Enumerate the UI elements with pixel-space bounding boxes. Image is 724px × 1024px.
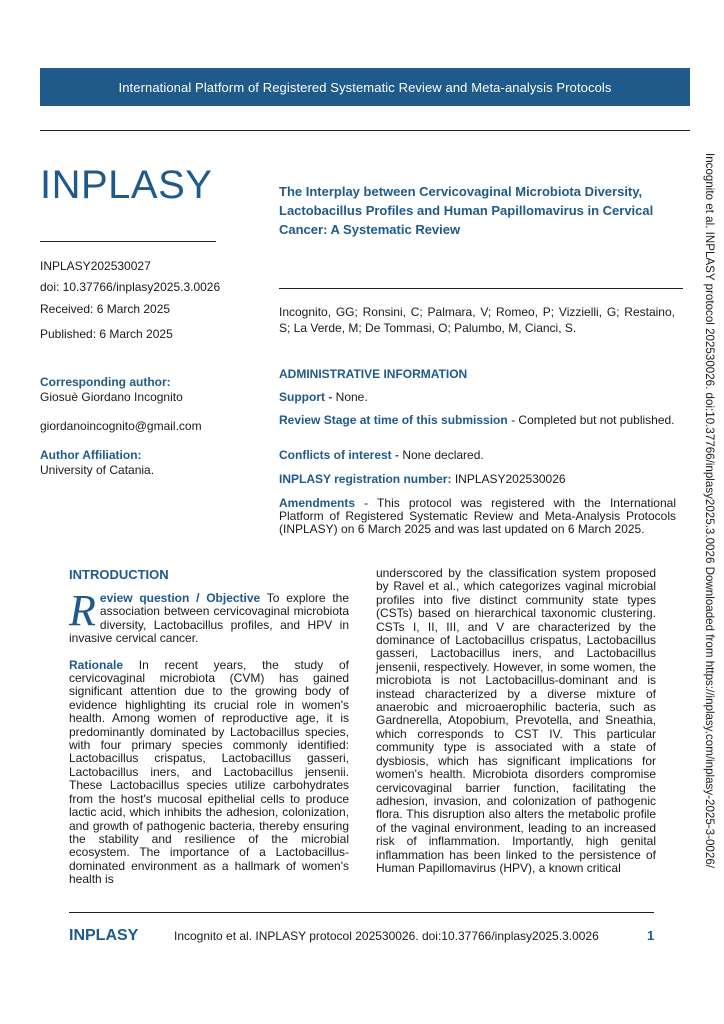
drop-cap: R: [69, 586, 96, 635]
journal-banner: International Platform of Registered Systematic Review and Meta-analysis Protocols: [40, 68, 690, 106]
published-date: Published: 6 March 2025: [40, 327, 173, 341]
journal-logo: INPLASY: [40, 163, 213, 207]
header-rule: [40, 130, 690, 131]
corresponding-name: Giosuè Giordano Incognito: [40, 390, 183, 404]
footer-citation: Incognito et al. INPLASY protocol 202530026. doi:10.37766/inplasy2025.3.0026: [174, 929, 599, 943]
objective-paragraph: Review question / Objective To explore the association between cervicovaginal microbiota diversity, Lactobacillus profiles, and HPV in invasive cervical cancer.: [69, 586, 349, 646]
admin-conflicts: Conflicts of interest - None declared.: [279, 448, 484, 462]
affiliation-value: University of Catania.: [40, 463, 155, 477]
side-citation: Incognito et al. INPLASY protocol 202530026. doi:10.37766/inplasy2025.3.0026 Downloaded from https://inplasy.com/inplasy-2025-3-0026/: [703, 153, 716, 868]
received-date: Received: 6 March 2025: [40, 302, 171, 316]
admin-heading: ADMINISTRATIVE INFORMATION: [279, 367, 468, 381]
registration-id: INPLASY202530027: [40, 259, 151, 273]
logo-underline: [40, 241, 216, 242]
footer-logo: INPLASY: [69, 927, 139, 944]
intro-left-column: [69, 586, 349, 887]
doi[interactable]: doi: 10.37766/inplasy2025.3.0026: [40, 280, 221, 294]
affiliation-label: Author Affiliation:: [40, 448, 142, 462]
corresponding-email[interactable]: giordanoincognito@gmail.com: [40, 419, 202, 433]
article-title: The Interplay between Cervicovaginal Microbiota Diversity, Lactobacillus Profiles and Human Papillomavirus in Cervical Cancer: A Systematic Review: [279, 184, 654, 237]
intro-heading: INTRODUCTION: [69, 567, 169, 582]
admin-registration: INPLASY registration number: INPLASY202530026: [279, 472, 566, 486]
admin-support: Support - None.: [279, 390, 368, 404]
corresponding-label: Corresponding author:: [40, 375, 171, 389]
title-underline: [279, 288, 683, 289]
admin-amendments: Amendments - This protocol was registered with the International Platform of Registered Systematic Review and Meta-Analysis Protocols (INPLASY) on 6 March 2025 and was last updated on 6 March 2025.: [279, 496, 676, 536]
footer-rule: [69, 912, 654, 913]
admin-review-stage: Review Stage at time of this submission - Completed but not published.: [279, 413, 675, 427]
author-list: Incognito, GG; Ronsini, C; Palmara, V; Romeo, P; Vizzielli, G; Restaino, S; La Verde, M; De Tommasi, O; Palumbo, M, Cianci, S.: [279, 305, 675, 335]
rationale-paragraph: Rationale In recent years, the study of cervicovaginal microbiota (CVM) has gained significant attention due to the growing body of evidence highlighting its crucial role in women's health. Among women of reproductive age, it is predominantly dominated by Lactobacillus species, with four primary species commonly identified: Lactobacillus crispatus, Lactobacillus gasseri, Lactobacillus iners, and Lactobacillus jensenii. These Lactobacillus species utilize carbohydrates from the host's mucosal epithelial cells to produce lactic acid, which inhibits the adhesion, colonization, and growth of pathogenic bacteria, thereby ensuring the stability and resilience of the microbial ecosystem. The importance of a Lactobacillus-dominated environment as a hallmark of women's health is: [69, 657, 349, 887]
page-number: 1: [647, 928, 655, 943]
intro-right-column: underscored by the classification system proposed by Ravel et al., which categorizes vaginal microbial profiles into five distinct community state types (CSTs) based on hierarchical taxonomic clustering. CSTs I, II, III, and V are characterized by the dominance of Lactobacillus crispatus, Lactobacillus gasseri, Lactobacillus iners, and Lactobacillus jensenii, respectively. However, in some women, the microbiota is not Lactobacillus-dominant and is instead characterized by a diverse mixture of anaerobic and microaerophilic bacteria, such as Gardnerella, Atopobium, Prevotella, and Sneathia, which corresponds to CST IV. This particular community type is associated with a state of dysbiosis, which has significant implications for women's health. Microbiota disorders compromise cervicovaginal barrier function, facilitating the adhesion, invasion, and colonization of pathogenic flora. This disruption also alters the metabolic profile of the vaginal environment, leading to an increased risk of inflammation. Importantly, high genital inflammation has been linked to the persistence of Human Papillomavirus (HPV), a known critical: [376, 566, 656, 875]
